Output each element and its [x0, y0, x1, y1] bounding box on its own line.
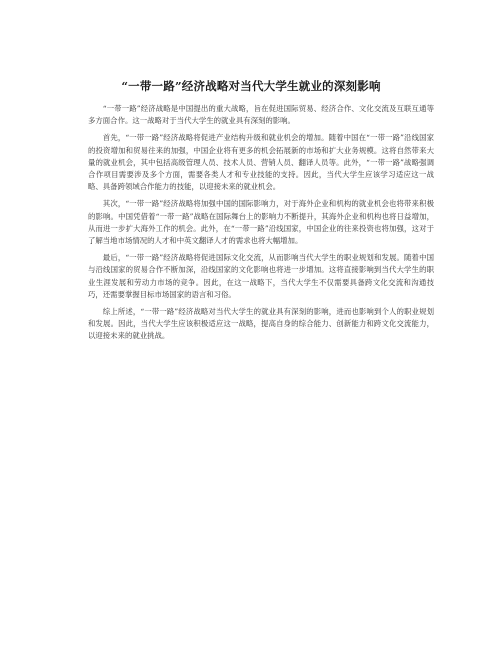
paragraph-intro: “一带一路”经济战略是中国提出的重大战略，旨在促进国际贸易、经济合作、文化交流及互联互通等多方面合作。这一战略对于当代大学生的就业具有深刻的影响。: [88, 104, 434, 126]
paragraph-first-point: 首先，“一带一路”经济战略将促进产业结构升级和就业机会的增加。随着中国在“一带一路”沿线国家的投资增加和贸易往来的加强，中国企业将有更多的机会拓展新的市场和扩大业务规模。这将自然带来大量的就业机会，其中包括高级管理人员、技术人员、营销人员、翻译人员等。此外，“一带一路”战略强调合作项目需要涉及多个方面，需要各类人才和专业技能的支持。因此，当代大学生应该学习适应这一战略、具备跨领域合作能力的技能，以迎接未来的就业机会。: [88, 133, 434, 192]
document-title: “一带一路”经济战略对当代大学生就业的深刻影响: [121, 79, 381, 93]
paragraph-third-point: 最后，“一带一路”经济战略将促进国际文化交流，从而影响当代大学生的职业规划和发展。随着中国与沿线国家的贸易合作不断加深，沿线国家的文化影响也将进一步增加。这将直接影响到当代大学生的职业生涯发展和劳动力市场的竞争。因此，在这一战略下，当代大学生不仅需要具备跨文化交流和沟通技巧，还需要掌握目标市场国家的语言和习俗。: [88, 253, 434, 299]
document-body: [88, 103, 434, 348]
paragraph-second-point: 其次，“一带一路”经济战略将加强中国的国际影响力，对于海外企业和机构的就业机会也将带来积极的影响。中国凭借着“一带一路”战略在国际舞台上的影响力不断提升，其海外企业和机构也将日益增加，从而进一步扩大海外工作的机会。此外，在“一带一路”沿线国家，中国企业的往来投资也将加强，这对于了解当地市场情况的人才和中英文翻译人才的需求也将大幅增加。: [88, 199, 434, 246]
paragraph-conclusion: 综上所述，“一带一路”经济战略对当代大学生的就业具有深刻的影响，进而也影响到个人的职业规划和发展。因此，当代大学生应该积极适应这一战略，提高自身的综合能力、创新能力和跨文化交流能力，以迎接未来的就业挑战。: [88, 307, 434, 341]
